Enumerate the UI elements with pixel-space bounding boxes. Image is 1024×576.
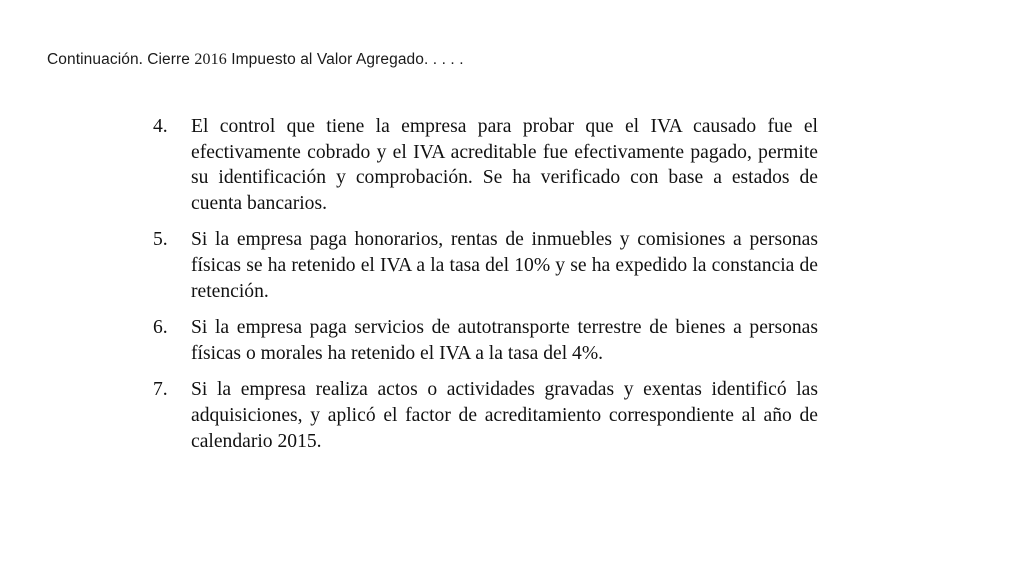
list-item-number: 7. xyxy=(153,379,168,401)
list-item-text: Si la empresa paga servicios de autotransporte terrestre de bienes a personas físicas o morales ha retenido el IVA a la tasa del 4%. xyxy=(191,317,818,364)
list-item-number: 5. xyxy=(153,229,168,251)
slide-header xyxy=(47,51,464,69)
list-item-text: Si la empresa paga honorarios, rentas de inmuebles y comisiones a personas físicas se ha retenido el IVA a la tasa del 10% y se ha expedido la constancia de retención. xyxy=(191,229,818,302)
list-item-text: El control que tiene la empresa para probar que el IVA causado fue el efectivamente cobrado y el IVA acreditable fue efectivamente pagado, permite su identificación y comprobación. Se ha verificado con base a estados de cuenta bancarios. xyxy=(191,116,818,214)
header-part-1: Continuación xyxy=(47,51,139,68)
list-item-number: 6. xyxy=(153,317,168,339)
header-part-3: Impuesto al Valor Agregado. . . . . xyxy=(226,51,464,68)
list-item xyxy=(150,114,818,216)
header-part-2: Cierre xyxy=(142,51,195,68)
list-item xyxy=(150,377,818,454)
numbered-list xyxy=(150,114,818,465)
header-dot: . xyxy=(138,51,143,68)
list-item-number: 4. xyxy=(153,116,168,137)
header-year: 2016 xyxy=(194,51,227,68)
list-item-text: Si la empresa realiza actos o actividades gravadas y exentas identificó las adquisiciones, y aplicó el factor de acreditamiento correspondiente al año de calendario 2015. xyxy=(191,379,818,452)
list-item xyxy=(150,227,818,304)
list-item xyxy=(150,315,818,366)
